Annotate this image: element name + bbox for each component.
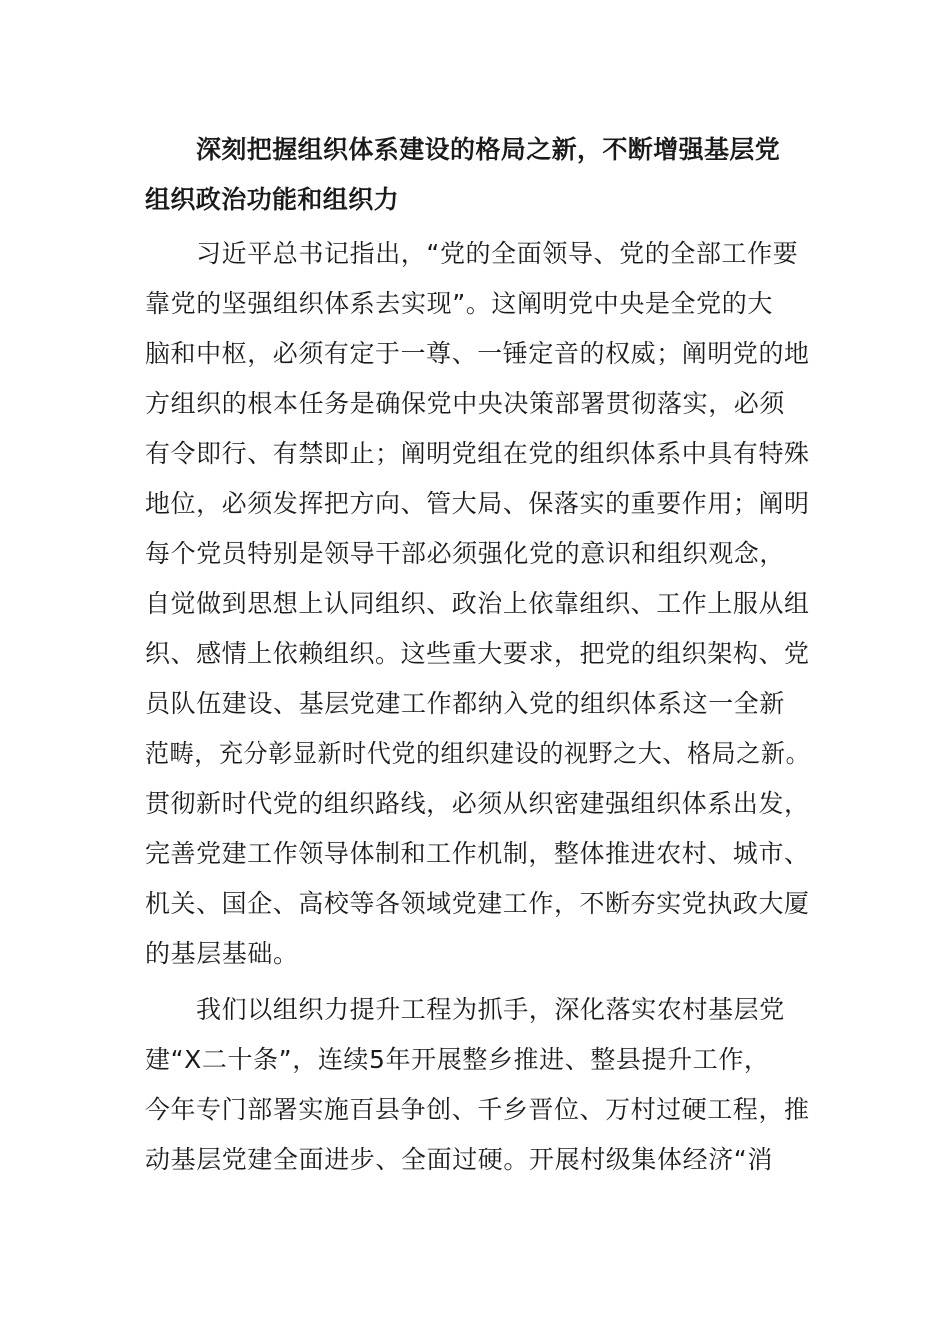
paragraph-line: 员队伍建设、基层党建工作都纳入党的组织体系这一全新 [145, 689, 786, 718]
paragraph-line: 每个党员特别是领导干部必须强化党的意识和组织观念， [145, 539, 786, 568]
heading-line: 深刻把握组织体系建设的格局之新，不断增强基层党 [196, 135, 781, 164]
paragraph-line: 完善党建工作领导体制和工作机制，整体推进农村、城市、 [145, 839, 810, 868]
paragraph-line: 自觉做到思想上认同组织、政治上依靠组织、工作上服从组 [145, 589, 810, 618]
paragraph-line: 习近平总书记指出，“党的全面领导、党的全部工作要 [196, 239, 799, 268]
paragraph-line: 织、感情上依赖组织。这些重大要求，把党的组织架构、党 [145, 639, 810, 668]
paragraph-line: 动基层党建全面进步、全面过硬。开展村级集体经济“消 [145, 1145, 773, 1174]
paragraph-line: 方组织的根本任务是确保党中央决策部署贯彻落实，必须 [145, 389, 786, 418]
paragraph-line: 脑和中枢，必须有定于一尊、一锤定音的权威；阐明党的地 [145, 339, 810, 368]
paragraph-line: 靠党的坚强组织体系去实现”。这阐明党中央是全党的大 [145, 289, 773, 318]
heading-line: 组织政治功能和组织力 [145, 185, 400, 214]
paragraph-line: 我们以组织力提升工程为抓手，深化落实农村基层党 [196, 995, 785, 1024]
paragraph-line: 有令即行、有禁即止；阐明党组在党的组织体系中具有特殊 [145, 439, 810, 468]
paragraph-line: 范畴，充分彰显新时代党的组织建设的视野之大、格局之新。 [145, 739, 811, 768]
paragraph-line: 贯彻新时代党的组织路线，必须从织密建强组织体系出发， [145, 789, 810, 818]
paragraph-line: 今年专门部署实施百县争创、千乡晋位、万村过硬工程，推 [145, 1095, 810, 1124]
paragraph-line: 建“X二十条”，连续5年开展整乡推进、整县提升工作， [145, 1045, 770, 1074]
paragraph-line: 机关、国企、高校等各领域党建工作，不断夯实党执政大厦 [145, 889, 810, 918]
paragraph-line: 地位，必须发挥把方向、管大局、保落实的重要作用；阐明 [145, 489, 810, 518]
paragraph-line: 的基层基础。 [145, 939, 299, 968]
